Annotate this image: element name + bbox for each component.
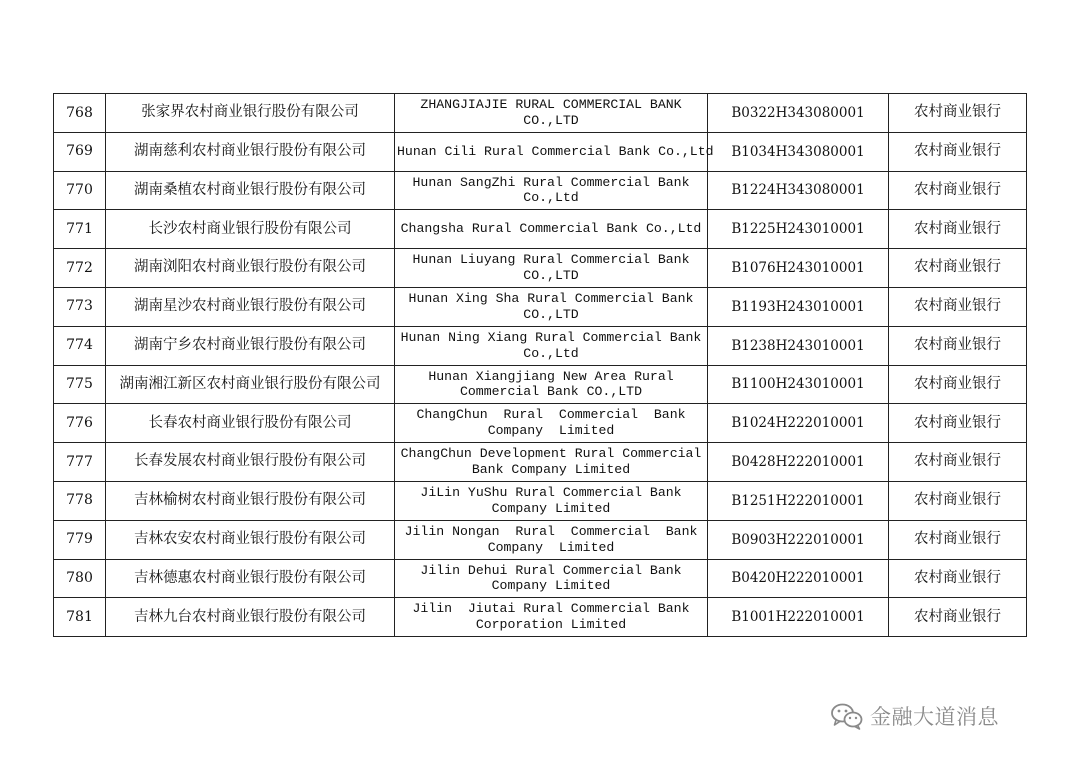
institution-code: B0428H222010001 [708,443,889,482]
institution-type: 农村商业银行 [889,249,1027,288]
row-number: 771 [54,210,106,249]
institution-code: B0903H222010001 [708,520,889,559]
bank-name-en [395,598,708,637]
row-number: 778 [54,481,106,520]
bank-name-en [395,559,708,598]
institution-code: B1001H222010001 [708,598,889,637]
bank-name-en-line2: Corporation Limited [475,617,627,633]
bank-name-en-line1: Hunan Ning Xiang Rural Commercial Bank [400,329,702,345]
table-row [54,249,1027,288]
row-number: 781 [54,598,106,637]
row-number: 769 [54,132,106,171]
row-number: 780 [54,559,106,598]
row-number: 770 [54,171,106,210]
bank-name-en-line2: CO.,LTD [523,112,579,128]
bank-name-en-line2: Company Limited [487,423,615,439]
bank-name-en-line1: Jilin Nongan Rural Commercial Bank [404,523,698,539]
institution-code: B1193H243010001 [708,287,889,326]
table-row [54,404,1027,443]
table-row [54,171,1027,210]
table-row [54,559,1027,598]
bank-name-cn: 湖南桑植农村商业银行股份有限公司 [106,171,395,210]
bank-name-cn: 吉林九台农村商业银行股份有限公司 [106,598,395,637]
bank-name-en [395,365,708,404]
bank-name-cn: 长春农村商业银行股份有限公司 [106,404,395,443]
bank-name-en-line1: ChangChun Development Rural Commercial [400,446,702,462]
row-number: 775 [54,365,106,404]
table-row [54,365,1027,404]
bank-name-en-line1: ChangChun Rural Commercial Bank [416,407,686,423]
institution-type: 农村商业银行 [889,520,1027,559]
institution-type: 农村商业银行 [889,404,1027,443]
table-row [54,287,1027,326]
bank-name-en [395,404,708,443]
bank-name-en-line2: CO.,LTD [523,268,579,284]
table-row [54,326,1027,365]
watermark [830,700,999,732]
bank-name-cn: 吉林榆树农村商业银行股份有限公司 [106,481,395,520]
institution-type: 农村商业银行 [889,481,1027,520]
institution-type: 农村商业银行 [889,132,1027,171]
institution-type: 农村商业银行 [889,598,1027,637]
institution-code: B1225H243010001 [708,210,889,249]
institution-code: B1076H243010001 [708,249,889,288]
bank-name-en [395,481,708,520]
bank-name-cn: 湖南宁乡农村商业银行股份有限公司 [106,326,395,365]
bank-name-en [395,326,708,365]
row-number: 773 [54,287,106,326]
institution-code: B1251H222010001 [708,481,889,520]
bank-name-cn: 湖南慈利农村商业银行股份有限公司 [106,132,395,171]
table-row [54,94,1027,133]
row-number: 779 [54,520,106,559]
institution-code: B1224H343080001 [708,171,889,210]
institution-code: B1034H343080001 [708,132,889,171]
bank-name-en [395,520,708,559]
institution-code: B0322H343080001 [708,94,889,133]
bank-name-en-line1: Hunan Cili Rural Commercial Bank Co.,Ltd [397,143,714,159]
institution-type: 农村商业银行 [889,559,1027,598]
bank-name-en-line1: Hunan SangZhi Rural Commercial Bank [412,174,690,190]
bank-name-en [395,249,708,288]
bank-name-en-line1: Hunan Xiangjiang New Area Rural [428,368,674,384]
institution-type: 农村商业银行 [889,365,1027,404]
table-row [54,520,1027,559]
bank-name-en [395,443,708,482]
bank-name-cn: 湖南浏阳农村商业银行股份有限公司 [106,249,395,288]
bank-name-cn: 吉林德惠农村商业银行股份有限公司 [106,559,395,598]
row-number: 772 [54,249,106,288]
bank-name-cn: 长沙农村商业银行股份有限公司 [106,210,395,249]
bank-name-en-line2: Co.,Ltd [523,190,579,206]
bank-name-en-line2: Company Limited [487,539,615,555]
table-row [54,210,1027,249]
row-number: 768 [54,94,106,133]
bank-name-en-line1: Hunan Xing Sha Rural Commercial Bank [408,291,694,307]
bank-name-cn: 湖南星沙农村商业银行股份有限公司 [106,287,395,326]
bank-name-en [395,132,714,171]
bank-name-en [395,94,708,133]
institution-type: 农村商业银行 [889,94,1027,133]
bank-name-cn: 湖南湘江新区农村商业银行股份有限公司 [106,365,395,404]
institution-code: B0420H222010001 [708,559,889,598]
row-number: 777 [54,443,106,482]
bank-list-table [53,93,1027,637]
bank-name-cn: 长春发展农村商业银行股份有限公司 [106,443,395,482]
table-row [54,132,1027,171]
institution-code: B1024H222010001 [708,404,889,443]
bank-name-en-line1: ZHANGJIAJIE RURAL COMMERCIAL BANK [420,97,682,113]
watermark-text: 金融大道消息 [870,705,999,729]
table-row [54,481,1027,520]
institution-type: 农村商业银行 [889,287,1027,326]
bank-name-en-line1: Jilin Dehui Rural Commercial Bank [420,562,682,578]
table-row [54,443,1027,482]
institution-type: 农村商业银行 [889,326,1027,365]
bank-name-en-line1: Changsha Rural Commercial Bank Co.,Ltd [400,221,702,237]
bank-name-en [395,287,708,326]
bank-name-en [395,171,708,210]
bank-name-en-line2: Co.,Ltd [523,345,579,361]
wechat-icon [830,702,864,730]
bank-name-en-line2: CO.,LTD [523,306,579,322]
table-row [54,598,1027,637]
row-number: 774 [54,326,106,365]
institution-code: B1238H243010001 [708,326,889,365]
bank-name-en-line1: JiLin YuShu Rural Commercial Bank [420,485,682,501]
bank-name-en-line2: Commercial Bank CO.,LTD [459,384,643,400]
institution-type: 农村商业银行 [889,210,1027,249]
row-number: 776 [54,404,106,443]
institution-type: 农村商业银行 [889,171,1027,210]
bank-name-en-line1: Hunan Liuyang Rural Commercial Bank [412,252,690,268]
bank-name-en-line2: Company Limited [491,500,611,516]
bank-name-en-line2: Company Limited [491,578,611,594]
bank-name-cn: 张家界农村商业银行股份有限公司 [106,94,395,133]
bank-name-cn: 吉林农安农村商业银行股份有限公司 [106,520,395,559]
institution-type: 农村商业银行 [889,443,1027,482]
bank-name-en-line2: Bank Company Limited [471,462,631,478]
institution-code: B1100H243010001 [708,365,889,404]
table-body [54,94,1027,637]
bank-name-en [395,210,708,249]
bank-name-en-line1: Jilin Jiutai Rural Commercial Bank [412,601,690,617]
